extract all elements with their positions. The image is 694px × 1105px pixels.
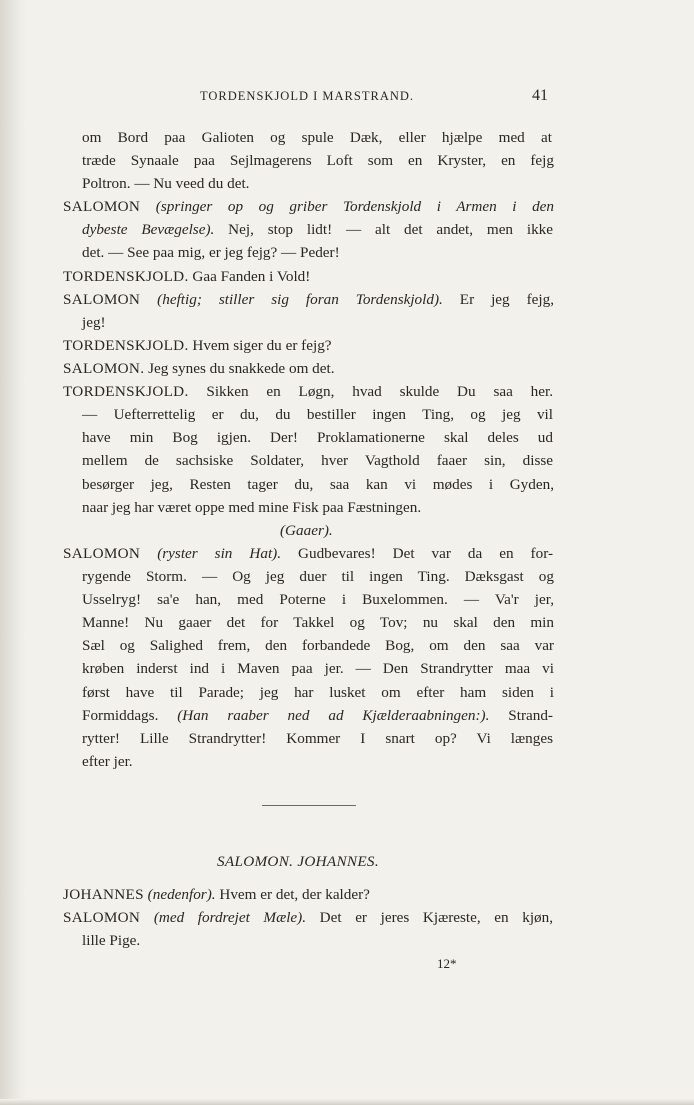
speech-line: TORDENSKJOLD. Sikken en Løgn, hvad skulde Du saa her.	[63, 383, 554, 400]
speech-line: JOHANNES (nedenfor). Hvem er det, der kalder?	[63, 886, 370, 903]
stage-direction: (springer op og griber Tordenskjold i Armen i den	[155, 198, 555, 215]
section-divider	[262, 805, 356, 806]
text-line: rytter! Lille Strandrytter! Kommer I snart op? Vi længes	[82, 730, 553, 747]
text-line: have min Bog igjen. Der! Proklamationerne skal deles ud	[82, 429, 553, 446]
page-header	[0, 87, 694, 107]
stage-direction: (ryster sin Hat).	[157, 545, 282, 562]
text-line: jeg!	[82, 314, 106, 331]
speech-line: SALOMON (med fordrejet Mæle). Det er jeres Kjæreste, en kjøn,	[63, 909, 554, 926]
text-line: træde Synaale paa Sejlmagerens Loft som en Kryster, en fejg	[82, 152, 554, 169]
speaker-name: SALOMON	[63, 198, 141, 215]
speech-line: TORDENSKJOLD. Gaa Fanden i Vold!	[63, 268, 311, 285]
speech-line: SALOMON. Jeg synes du snakkede om det.	[63, 360, 335, 377]
stage-direction: (Han raaber ned ad Kjælderaabningen:).	[177, 707, 490, 724]
speaker-name: TORDENSKJOLD.	[63, 383, 189, 400]
speaker-name: JOHANNES	[63, 886, 144, 903]
text-line: besørger jeg, Resten tager du, saa kan vi mødes i Gyden,	[82, 476, 554, 493]
scene-heading: SALOMON. JOHANNES.	[217, 853, 379, 870]
text-line: efter jer.	[82, 753, 133, 770]
stage-direction: (Gaaer).	[280, 522, 333, 539]
text-line: det. — See paa mig, er jeg fejg? — Peder!	[82, 244, 340, 261]
speaker-name: SALOMON	[63, 545, 141, 562]
text-line: krøben inderst ind i Maven paa jer. — Den Strandrytter maa vi	[82, 660, 554, 677]
text-line: først have til Parade; jeg har lusket om efter ham siden i	[82, 684, 554, 701]
stage-direction: (med fordrejet Mæle).	[153, 909, 307, 926]
text-line: Manne! Nu gaaer det for Takkel og Tov; nu skal den min	[82, 614, 554, 631]
text-line: dybeste Bevægelse). Nej, stop lidt! — alt det andet, men ikke	[82, 221, 554, 238]
speech-line: TORDENSKJOLD. Hvem siger du er fejg?	[63, 337, 332, 354]
text-line: lille Pige.	[82, 932, 141, 949]
text-line: — Uefterrettelig er du, du bestiller ingen Ting, og jeg vil	[82, 406, 553, 423]
signature-mark: 12*	[437, 956, 457, 971]
text-line: rygende Storm. — Og jeg duer til ingen Ting. Dæksgast og	[82, 568, 554, 585]
text-line: mellem de sachsiske Soldater, hver Vagthold faaer sin, disse	[82, 452, 553, 469]
text-line: Usselryg! sa'e han, med Poterne i Buxelommen. — Va'r jer,	[82, 591, 554, 608]
text-line: Poltron. — Nu veed du det.	[82, 175, 250, 192]
text-line: Formiddags. (Han raaber ned ad Kjælderaabningen:). Strand-	[82, 707, 553, 724]
speaker-name: SALOMON.	[63, 360, 145, 377]
speaker-name: SALOMON	[63, 291, 141, 308]
speaker-name: TORDENSKJOLD.	[63, 337, 189, 354]
stage-direction: (heftig; stiller sig foran Tordenskjold).	[157, 291, 443, 308]
page-gutter-shadow	[0, 0, 26, 1105]
running-head: TORDENSKJOLD I MARSTRAND.	[200, 89, 415, 103]
speaker-name: SALOMON	[63, 909, 141, 926]
speech-line	[63, 198, 554, 216]
text-line: naar jeg har været oppe med mine Fisk paa Fæstningen.	[82, 499, 422, 516]
speech-line: SALOMON (ryster sin Hat). Gudbevares! Det var da en for-	[63, 545, 554, 562]
text-line: om Bord paa Galioten og spule Dæk, eller hjælpe med at	[82, 129, 552, 146]
speech-line: SALOMON (heftig; stiller sig foran Tordenskjold). Er jeg fejg,	[63, 291, 555, 308]
speaker-name: TORDENSKJOLD.	[63, 268, 189, 285]
text-line: Sæl og Salighed frem, den forbandede Bog, om den saa var	[82, 637, 554, 654]
page-bottom-shadow	[0, 1099, 694, 1105]
stage-direction: dybeste Bevægelse).	[82, 221, 215, 238]
page-number: 41	[532, 87, 548, 104]
stage-direction: (nedenfor).	[147, 886, 216, 903]
